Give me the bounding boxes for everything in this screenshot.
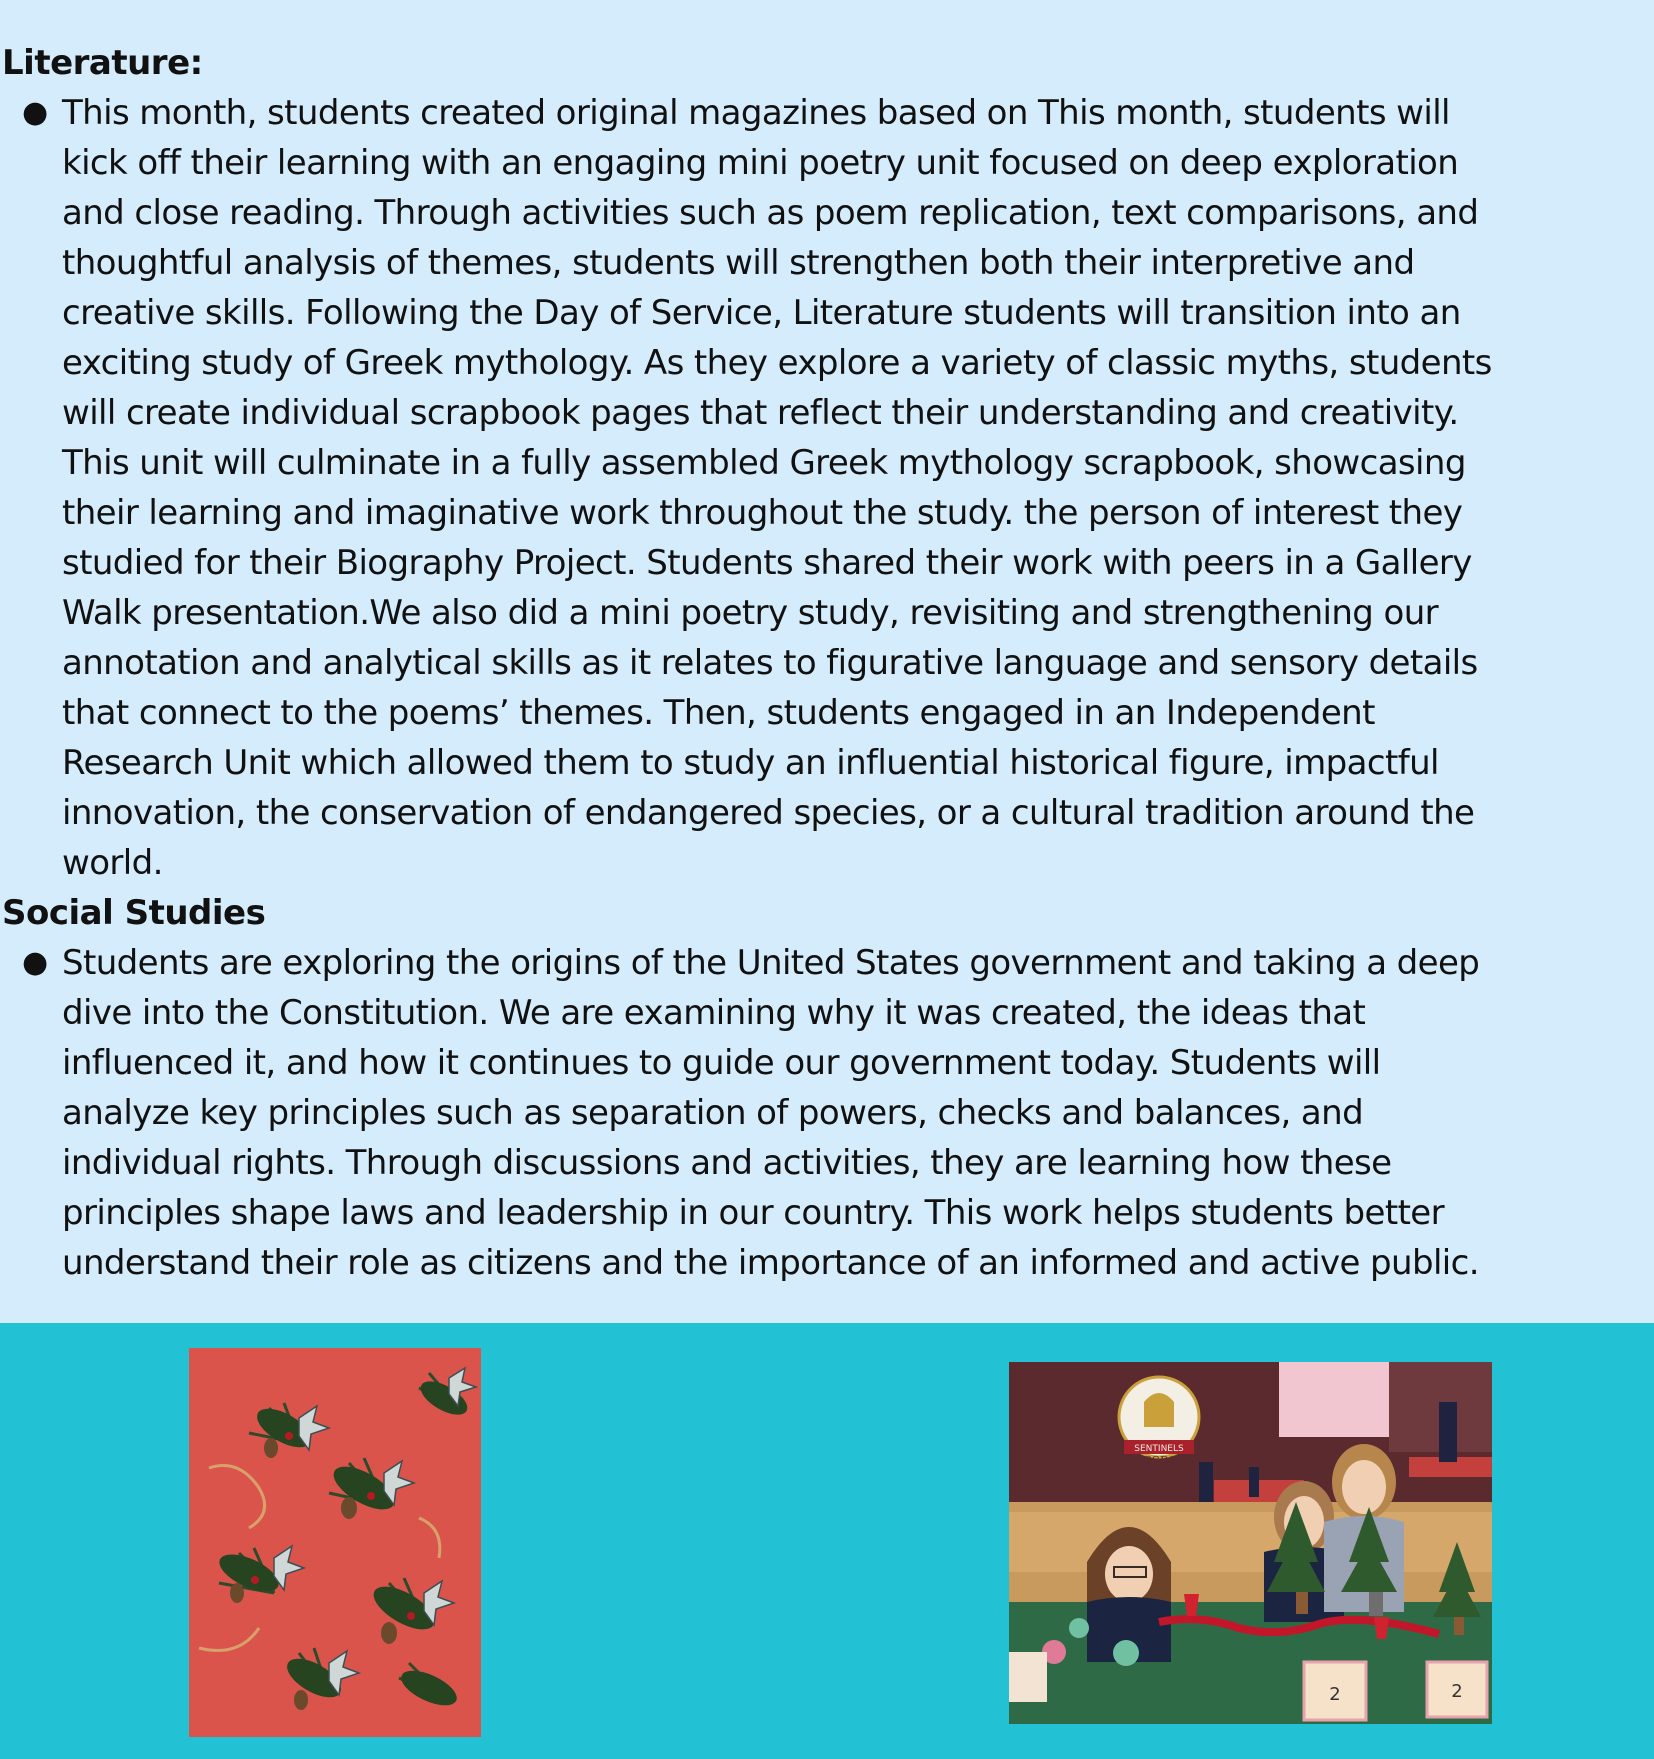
photo-pine-bough-ornaments xyxy=(189,1348,481,1737)
paragraph-line: creative skills. Following the Day of Service, Literature students will transition into an xyxy=(62,293,1461,333)
pine-bough-ornaments-icon xyxy=(189,1348,481,1737)
paragraph-line: exciting study of Greek mythology. As they explore a variety of classic myths, students xyxy=(62,343,1492,383)
bullet-icon: ● xyxy=(22,95,49,130)
banner-initials: CSPA xyxy=(1142,1454,1176,1468)
paragraph-line: and close reading. Through activities such as poem replication, text comparisons, and xyxy=(62,193,1479,233)
paragraph-line: Walk presentation.We also did a mini poetry study, revisiting and strengthening our xyxy=(62,593,1439,633)
paragraph-line: principles shape laws and leadership in our country. This work helps students better xyxy=(62,1193,1445,1233)
card-number: 2 xyxy=(1451,1681,1463,1702)
bullet-icon: ● xyxy=(22,945,49,980)
students-holiday-table-icon xyxy=(1009,1362,1492,1724)
paragraph-line: annotation and analytical skills as it relates to figurative language and sensory details xyxy=(62,643,1478,683)
paragraph-line: will create individual scrapbook pages that reflect their understanding and creativity. xyxy=(62,393,1459,433)
paragraph-line: studied for their Biography Project. Students shared their work with peers in a Gallery xyxy=(62,543,1472,583)
paragraph-line: their learning and imaginative work throughout the study. the person of interest they xyxy=(62,493,1463,533)
photo-band xyxy=(0,1323,1654,1759)
paragraph-line: thoughtful analysis of themes, students will strengthen both their interpretive and xyxy=(62,243,1415,283)
paragraph-line: Research Unit which allowed them to study an influential historical figure, impactful xyxy=(62,743,1439,783)
paragraph-line: understand their role as citizens and the importance of an informed and active public. xyxy=(62,1243,1479,1283)
photo-students-holiday-table xyxy=(1009,1362,1492,1724)
paragraph-line: that connect to the poems’ themes. Then, students engaged in an Independent xyxy=(62,693,1375,733)
paragraph-line: influenced it, and how it continues to guide our government today. Students will xyxy=(62,1043,1381,1083)
literature-paragraph xyxy=(62,88,1652,888)
paragraph-line: This month, students created original magazines based on This month, students will xyxy=(62,93,1450,133)
card-number: 2 xyxy=(1329,1684,1341,1705)
paragraph-line: individual rights. Through discussions and activities, they are learning how these xyxy=(62,1143,1392,1183)
paragraph-line: analyze key principles such as separation of powers, checks and balances, and xyxy=(62,1093,1364,1133)
literature-heading: Literature: xyxy=(2,43,203,83)
social-studies-heading: Social Studies xyxy=(2,893,266,933)
paragraph-line: world. xyxy=(62,843,163,883)
paragraph-line: dive into the Constitution. We are examining why it was created, the ideas that xyxy=(62,993,1366,1033)
social-studies-paragraph xyxy=(62,938,1652,1288)
paragraph-line: innovation, the conservation of endangered species, or a cultural tradition around the xyxy=(62,793,1475,833)
paragraph-line: Students are exploring the origins of the United States government and taking a deep xyxy=(62,943,1480,983)
paragraph-line: kick off their learning with an engaging mini poetry unit focused on deep exploration xyxy=(62,143,1459,183)
paragraph-line: This unit will culminate in a fully assembled Greek mythology scrapbook, showcasing xyxy=(62,443,1466,483)
banner-text: SENTINELS xyxy=(1134,1444,1184,1454)
